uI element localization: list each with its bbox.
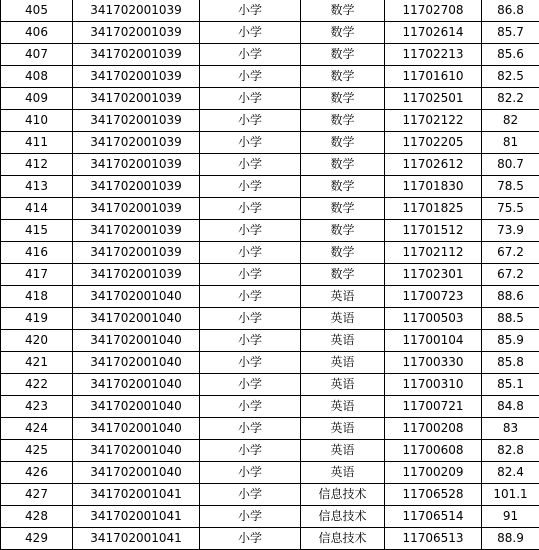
table-row: [1, 220, 539, 242]
subject-cell: 数学: [301, 242, 385, 264]
row-number-cell: 408: [1, 66, 73, 88]
subject-cell: 英语: [301, 308, 385, 330]
score-cell: 91: [482, 506, 539, 528]
row-number-cell: 410: [1, 110, 73, 132]
row-number-cell: 418: [1, 286, 73, 308]
row-number-cell: 413: [1, 176, 73, 198]
candidate-id-cell: 11700209: [385, 462, 482, 484]
row-number-cell: 412: [1, 154, 73, 176]
candidate-id-cell: 11702213: [385, 44, 482, 66]
school-level-cell: 小学: [200, 66, 301, 88]
school-level-cell: 小学: [200, 462, 301, 484]
table-row: [1, 198, 539, 220]
score-cell: 78.5: [482, 176, 539, 198]
exam-code-cell: 341702001039: [73, 88, 200, 110]
school-level-cell: 小学: [200, 22, 301, 44]
score-cell: 85.6: [482, 44, 539, 66]
row-number-cell: 417: [1, 264, 73, 286]
exam-code-cell: 341702001039: [73, 132, 200, 154]
school-level-cell: 小学: [200, 242, 301, 264]
candidate-id-cell: 11702112: [385, 242, 482, 264]
score-cell: 82: [482, 110, 539, 132]
candidate-id-cell: 11702612: [385, 154, 482, 176]
row-number-cell: 419: [1, 308, 73, 330]
row-number-cell: 416: [1, 242, 73, 264]
exam-code-cell: 341702001039: [73, 0, 200, 22]
subject-cell: 英语: [301, 374, 385, 396]
table-row: [1, 132, 539, 154]
row-number-cell: 422: [1, 374, 73, 396]
school-level-cell: 小学: [200, 440, 301, 462]
school-level-cell: 小学: [200, 396, 301, 418]
candidate-id-cell: 11701825: [385, 198, 482, 220]
candidate-id-cell: 11700721: [385, 396, 482, 418]
table-row: [1, 374, 539, 396]
exam-code-cell: 341702001039: [73, 242, 200, 264]
school-level-cell: 小学: [200, 418, 301, 440]
exam-code-cell: 341702001039: [73, 220, 200, 242]
exam-code-cell: 341702001039: [73, 176, 200, 198]
row-number-cell: 405: [1, 0, 73, 22]
school-level-cell: 小学: [200, 198, 301, 220]
exam-code-cell: 341702001039: [73, 44, 200, 66]
subject-cell: 数学: [301, 154, 385, 176]
exam-code-cell: 341702001041: [73, 484, 200, 506]
subject-cell: 数学: [301, 66, 385, 88]
subject-cell: 英语: [301, 330, 385, 352]
candidate-id-cell: 11702122: [385, 110, 482, 132]
score-cell: 86.8: [482, 0, 539, 22]
row-number-cell: 423: [1, 396, 73, 418]
candidate-id-cell: 11701512: [385, 220, 482, 242]
candidate-id-cell: 11702614: [385, 22, 482, 44]
subject-cell: 数学: [301, 132, 385, 154]
exam-code-cell: 341702001041: [73, 528, 200, 550]
row-number-cell: 411: [1, 132, 73, 154]
table-row: [1, 352, 539, 374]
subject-cell: 数学: [301, 264, 385, 286]
score-cell: 84.8: [482, 396, 539, 418]
score-cell: 85.7: [482, 22, 539, 44]
school-level-cell: 小学: [200, 0, 301, 22]
table-row: [1, 286, 539, 308]
table-row: [1, 484, 539, 506]
table-row: [1, 44, 539, 66]
score-cell: 67.2: [482, 242, 539, 264]
school-level-cell: 小学: [200, 176, 301, 198]
table-row: [1, 308, 539, 330]
table-row: [1, 242, 539, 264]
exam-code-cell: 341702001040: [73, 374, 200, 396]
row-number-cell: 429: [1, 528, 73, 550]
candidate-id-cell: 11700310: [385, 374, 482, 396]
table-row: [1, 176, 539, 198]
school-level-cell: 小学: [200, 154, 301, 176]
school-level-cell: 小学: [200, 484, 301, 506]
subject-cell: 数学: [301, 198, 385, 220]
score-cell: 81: [482, 132, 539, 154]
subject-cell: 英语: [301, 286, 385, 308]
row-number-cell: 415: [1, 220, 73, 242]
exam-code-cell: 341702001040: [73, 396, 200, 418]
candidate-id-cell: 11706513: [385, 528, 482, 550]
candidate-id-cell: 11700330: [385, 352, 482, 374]
score-cell: 88.9: [482, 528, 539, 550]
subject-cell: 数学: [301, 110, 385, 132]
exam-code-cell: 341702001040: [73, 418, 200, 440]
table-row: [1, 264, 539, 286]
row-number-cell: 428: [1, 506, 73, 528]
exam-code-cell: 341702001039: [73, 154, 200, 176]
school-level-cell: 小学: [200, 264, 301, 286]
candidate-id-cell: 11701610: [385, 66, 482, 88]
subject-cell: 信息技术: [301, 484, 385, 506]
subject-cell: 数学: [301, 176, 385, 198]
table-row: [1, 418, 539, 440]
subject-cell: 英语: [301, 396, 385, 418]
exam-code-cell: 341702001040: [73, 462, 200, 484]
school-level-cell: 小学: [200, 110, 301, 132]
exam-code-cell: 341702001039: [73, 110, 200, 132]
row-number-cell: 420: [1, 330, 73, 352]
subject-cell: 英语: [301, 440, 385, 462]
table-row: [1, 154, 539, 176]
school-level-cell: 小学: [200, 352, 301, 374]
exam-code-cell: 341702001039: [73, 66, 200, 88]
subject-cell: 数学: [301, 44, 385, 66]
subject-cell: 数学: [301, 0, 385, 22]
score-cell: 82.5: [482, 66, 539, 88]
table-row: [1, 330, 539, 352]
table-row: [1, 506, 539, 528]
candidate-id-cell: 11700104: [385, 330, 482, 352]
school-level-cell: 小学: [200, 286, 301, 308]
candidate-id-cell: 11706528: [385, 484, 482, 506]
table-row: [1, 88, 539, 110]
school-level-cell: 小学: [200, 44, 301, 66]
candidate-id-cell: 11700503: [385, 308, 482, 330]
subject-cell: 数学: [301, 22, 385, 44]
row-number-cell: 407: [1, 44, 73, 66]
table-row: [1, 22, 539, 44]
candidate-id-cell: 11702301: [385, 264, 482, 286]
row-number-cell: 421: [1, 352, 73, 374]
table-row: [1, 66, 539, 88]
score-cell: 82.2: [482, 88, 539, 110]
score-cell: 101.1: [482, 484, 539, 506]
exam-code-cell: 341702001040: [73, 286, 200, 308]
school-level-cell: 小学: [200, 308, 301, 330]
score-cell: 75.5: [482, 198, 539, 220]
table-row: [1, 396, 539, 418]
candidate-id-cell: 11702501: [385, 88, 482, 110]
exam-code-cell: 341702001039: [73, 264, 200, 286]
candidate-id-cell: 11700608: [385, 440, 482, 462]
score-cell: 82.4: [482, 462, 539, 484]
school-level-cell: 小学: [200, 132, 301, 154]
score-cell: 83: [482, 418, 539, 440]
subject-cell: 数学: [301, 220, 385, 242]
row-number-cell: 409: [1, 88, 73, 110]
school-level-cell: 小学: [200, 330, 301, 352]
exam-code-cell: 341702001040: [73, 308, 200, 330]
score-table-body: [1, 0, 539, 550]
table-row: [1, 110, 539, 132]
table-row: [1, 440, 539, 462]
subject-cell: 信息技术: [301, 528, 385, 550]
score-cell: 85.8: [482, 352, 539, 374]
school-level-cell: 小学: [200, 220, 301, 242]
subject-cell: 英语: [301, 418, 385, 440]
candidate-id-cell: 11700723: [385, 286, 482, 308]
exam-code-cell: 341702001040: [73, 330, 200, 352]
school-level-cell: 小学: [200, 528, 301, 550]
exam-code-cell: 341702001039: [73, 22, 200, 44]
row-number-cell: 424: [1, 418, 73, 440]
candidate-id-cell: 11701830: [385, 176, 482, 198]
candidate-id-cell: 11700208: [385, 418, 482, 440]
exam-code-cell: 341702001039: [73, 198, 200, 220]
school-level-cell: 小学: [200, 88, 301, 110]
row-number-cell: 427: [1, 484, 73, 506]
score-cell: 85.9: [482, 330, 539, 352]
candidate-id-cell: 11706514: [385, 506, 482, 528]
score-cell: 82.8: [482, 440, 539, 462]
school-level-cell: 小学: [200, 374, 301, 396]
score-cell: 85.1: [482, 374, 539, 396]
row-number-cell: 406: [1, 22, 73, 44]
score-cell: 67.2: [482, 264, 539, 286]
row-number-cell: 414: [1, 198, 73, 220]
candidate-id-cell: 11702205: [385, 132, 482, 154]
exam-code-cell: 341702001040: [73, 440, 200, 462]
row-number-cell: 425: [1, 440, 73, 462]
school-level-cell: 小学: [200, 506, 301, 528]
subject-cell: 英语: [301, 462, 385, 484]
candidate-id-cell: 11702708: [385, 0, 482, 22]
score-cell: 73.9: [482, 220, 539, 242]
exam-code-cell: 341702001041: [73, 506, 200, 528]
score-cell: 88.6: [482, 286, 539, 308]
subject-cell: 数学: [301, 88, 385, 110]
subject-cell: 信息技术: [301, 506, 385, 528]
table-row: [1, 528, 539, 550]
subject-cell: 英语: [301, 352, 385, 374]
score-cell: 80.7: [482, 154, 539, 176]
table-row: [1, 0, 539, 22]
table-row: [1, 462, 539, 484]
exam-code-cell: 341702001040: [73, 352, 200, 374]
score-cell: 88.5: [482, 308, 539, 330]
row-number-cell: 426: [1, 462, 73, 484]
